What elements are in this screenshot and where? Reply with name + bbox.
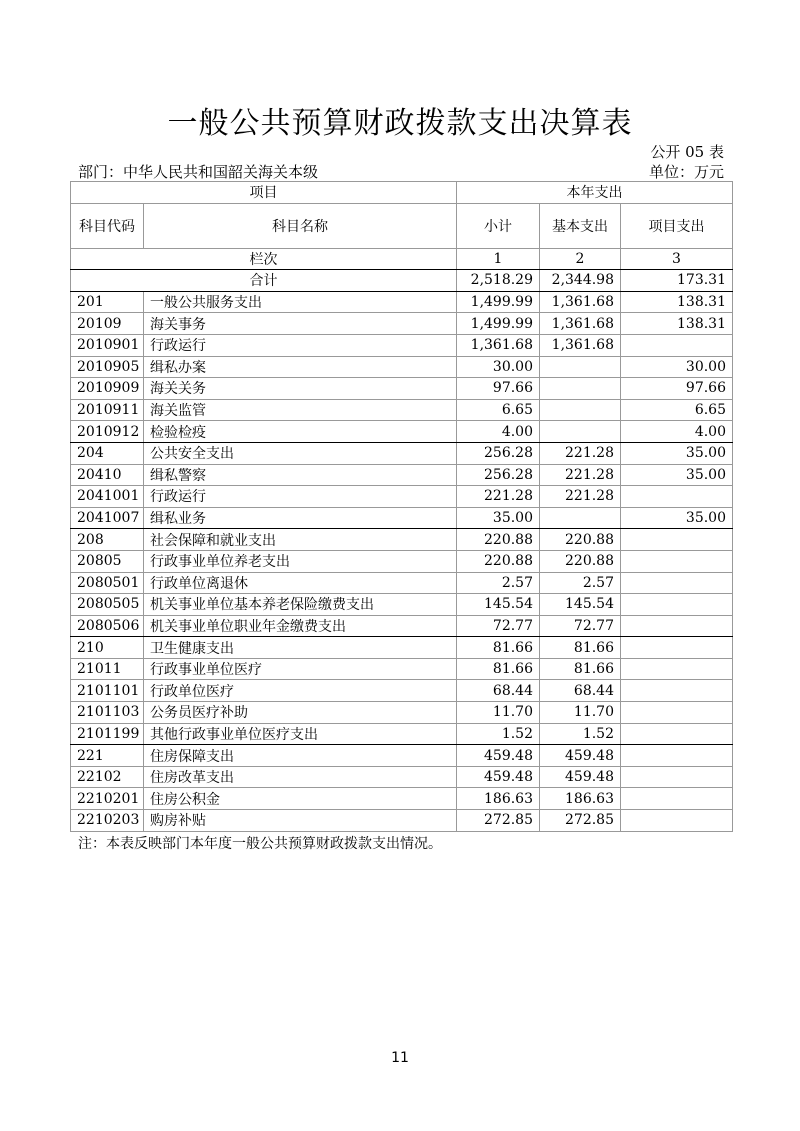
table-row [71, 658, 733, 680]
row-subtotal: 186.63 [457, 788, 540, 810]
row-subtotal: 256.28 [457, 464, 540, 486]
row-code: 2080506 [71, 615, 144, 637]
header-project-exp: 项目支出 [621, 203, 733, 248]
row-project: 35.00 [621, 442, 733, 464]
row-project: 4.00 [621, 421, 733, 443]
row-project: 138.31 [621, 313, 733, 335]
row-project [621, 788, 733, 810]
row-basic [540, 421, 621, 443]
table-row [71, 529, 733, 551]
row-basic: 2.57 [540, 572, 621, 594]
header-this-year: 本年支出 [457, 182, 733, 204]
row-basic: 72.77 [540, 615, 621, 637]
table-row [71, 723, 733, 745]
table-row [71, 313, 733, 335]
header-basic: 基本支出 [540, 203, 621, 248]
row-project [621, 594, 733, 616]
row-project [621, 572, 733, 594]
header-col3: 3 [621, 248, 733, 270]
row-project [621, 702, 733, 724]
row-code: 20109 [71, 313, 144, 335]
row-subtotal: 81.66 [457, 637, 540, 659]
row-project [621, 486, 733, 508]
row-subtotal: 220.88 [457, 550, 540, 572]
table-row [71, 378, 733, 400]
row-name: 行政单位医疗 [144, 680, 457, 702]
row-basic: 221.28 [540, 464, 621, 486]
row-project [621, 766, 733, 788]
row-code: 208 [71, 529, 144, 551]
row-name: 社会保障和就业支出 [144, 529, 457, 551]
row-code: 20805 [71, 550, 144, 572]
row-subtotal: 459.48 [457, 766, 540, 788]
row-subtotal: 221.28 [457, 486, 540, 508]
row-subtotal: 72.77 [457, 615, 540, 637]
row-name: 行政事业单位养老支出 [144, 550, 457, 572]
table-row [71, 421, 733, 443]
row-name: 缉私办案 [144, 356, 457, 378]
row-subtotal: 35.00 [457, 507, 540, 529]
row-subtotal: 97.66 [457, 378, 540, 400]
row-basic: 81.66 [540, 637, 621, 659]
header-col2: 2 [540, 248, 621, 270]
unit-label: 单位：万元 [648, 163, 724, 181]
row-subtotal: 256.28 [457, 442, 540, 464]
row-basic: 186.63 [540, 788, 621, 810]
page-number: 11 [391, 1050, 409, 1066]
table-row [71, 486, 733, 508]
row-project: 35.00 [621, 507, 733, 529]
row-basic [540, 399, 621, 421]
header-row-2 [71, 203, 733, 248]
row-project: 138.31 [621, 291, 733, 313]
row-basic [540, 378, 621, 400]
row-code: 2210201 [71, 788, 144, 810]
department-label: 部门：中华人民共和国韶关海关本级 [78, 163, 319, 181]
total-label: 合计 [71, 270, 457, 292]
row-code: 204 [71, 442, 144, 464]
table-row [71, 788, 733, 810]
row-code: 2080501 [71, 572, 144, 594]
total-project: 173.31 [621, 270, 733, 292]
header-project: 项目 [71, 182, 457, 204]
row-subtotal: 6.65 [457, 399, 540, 421]
table-row [71, 356, 733, 378]
row-code: 2010901 [71, 334, 144, 356]
row-basic: 145.54 [540, 594, 621, 616]
table-row [71, 702, 733, 724]
table-row [71, 594, 733, 616]
row-subtotal: 2.57 [457, 572, 540, 594]
table-row [71, 680, 733, 702]
row-code: 2010909 [71, 378, 144, 400]
row-code: 20410 [71, 464, 144, 486]
row-name: 一般公共服务支出 [144, 291, 457, 313]
row-subtotal: 1,361.68 [457, 334, 540, 356]
row-project [621, 658, 733, 680]
row-subtotal: 11.70 [457, 702, 540, 724]
row-subtotal: 30.00 [457, 356, 540, 378]
form-number: 公开 05 表 [650, 143, 724, 161]
row-basic [540, 507, 621, 529]
row-name: 公共安全支出 [144, 442, 457, 464]
row-name: 公务员医疗补助 [144, 702, 457, 724]
row-project: 97.66 [621, 378, 733, 400]
row-subtotal: 1,499.99 [457, 291, 540, 313]
row-code: 2010912 [71, 421, 144, 443]
table-row [71, 745, 733, 767]
row-basic: 11.70 [540, 702, 621, 724]
row-basic: 1,361.68 [540, 291, 621, 313]
row-project [621, 637, 733, 659]
table-row [71, 572, 733, 594]
row-name: 海关监管 [144, 399, 457, 421]
row-name: 住房改革支出 [144, 766, 457, 788]
row-basic: 220.88 [540, 550, 621, 572]
row-code: 21011 [71, 658, 144, 680]
row-project [621, 723, 733, 745]
row-code: 2041001 [71, 486, 144, 508]
row-project: 6.65 [621, 399, 733, 421]
table-row [71, 615, 733, 637]
footnote: 注：本表反映部门本年度一般公共预算财政拨款支出情况。 [78, 836, 442, 852]
total-subtotal: 2,518.29 [457, 270, 540, 292]
row-subtotal: 4.00 [457, 421, 540, 443]
row-code: 2101103 [71, 702, 144, 724]
row-basic: 221.28 [540, 486, 621, 508]
row-project [621, 810, 733, 832]
row-code: 22102 [71, 766, 144, 788]
total-row [71, 270, 733, 292]
row-project [621, 529, 733, 551]
row-name: 检验检疫 [144, 421, 457, 443]
header-row-1 [71, 182, 733, 204]
table-row [71, 442, 733, 464]
expenditure-table [70, 181, 733, 832]
row-project [621, 550, 733, 572]
row-code: 201 [71, 291, 144, 313]
row-project [621, 334, 733, 356]
table-row [71, 810, 733, 832]
row-name: 缉私警察 [144, 464, 457, 486]
table-row [71, 550, 733, 572]
table-row [71, 291, 733, 313]
row-subtotal: 145.54 [457, 594, 540, 616]
row-project [621, 745, 733, 767]
row-code: 221 [71, 745, 144, 767]
header-subtotal: 小计 [457, 203, 540, 248]
row-name: 行政运行 [144, 486, 457, 508]
row-code: 2041007 [71, 507, 144, 529]
row-basic: 272.85 [540, 810, 621, 832]
row-name: 住房保障支出 [144, 745, 457, 767]
row-subtotal: 68.44 [457, 680, 540, 702]
row-name: 行政单位离退休 [144, 572, 457, 594]
row-code: 2210203 [71, 810, 144, 832]
row-code: 2080505 [71, 594, 144, 616]
row-basic: 81.66 [540, 658, 621, 680]
row-name: 卫生健康支出 [144, 637, 457, 659]
header-code: 科目代码 [71, 203, 144, 248]
row-code: 2010911 [71, 399, 144, 421]
table-row [71, 334, 733, 356]
row-name: 海关事务 [144, 313, 457, 335]
table-row [71, 766, 733, 788]
table-row [71, 637, 733, 659]
row-name: 购房补贴 [144, 810, 457, 832]
row-subtotal: 220.88 [457, 529, 540, 551]
document-title: 一般公共预算财政拨款支出决算表 [167, 106, 633, 141]
row-subtotal: 1,499.99 [457, 313, 540, 335]
row-name: 住房公积金 [144, 788, 457, 810]
row-basic: 220.88 [540, 529, 621, 551]
row-name: 机关事业单位基本养老保险缴费支出 [144, 594, 457, 616]
header-column-order: 栏次 [71, 248, 457, 270]
total-basic: 2,344.98 [540, 270, 621, 292]
row-basic [540, 356, 621, 378]
row-basic: 1.52 [540, 723, 621, 745]
row-project [621, 680, 733, 702]
row-project: 30.00 [621, 356, 733, 378]
header-row-3 [71, 248, 733, 270]
row-name: 缉私业务 [144, 507, 457, 529]
row-subtotal: 1.52 [457, 723, 540, 745]
row-name: 机关事业单位职业年金缴费支出 [144, 615, 457, 637]
row-name: 海关关务 [144, 378, 457, 400]
table-row [71, 507, 733, 529]
row-basic: 459.48 [540, 766, 621, 788]
header-col1: 1 [457, 248, 540, 270]
row-code: 2101199 [71, 723, 144, 745]
header-name: 科目名称 [144, 203, 457, 248]
row-name: 行政运行 [144, 334, 457, 356]
row-basic: 1,361.68 [540, 334, 621, 356]
row-basic: 1,361.68 [540, 313, 621, 335]
row-name: 其他行政事业单位医疗支出 [144, 723, 457, 745]
row-subtotal: 459.48 [457, 745, 540, 767]
row-basic: 459.48 [540, 745, 621, 767]
row-name: 行政事业单位医疗 [144, 658, 457, 680]
row-subtotal: 272.85 [457, 810, 540, 832]
row-code: 2010905 [71, 356, 144, 378]
row-basic: 221.28 [540, 442, 621, 464]
row-project: 35.00 [621, 464, 733, 486]
row-basic: 68.44 [540, 680, 621, 702]
row-code: 210 [71, 637, 144, 659]
row-project [621, 615, 733, 637]
table-row [71, 399, 733, 421]
row-subtotal: 81.66 [457, 658, 540, 680]
table-row [71, 464, 733, 486]
row-code: 2101101 [71, 680, 144, 702]
